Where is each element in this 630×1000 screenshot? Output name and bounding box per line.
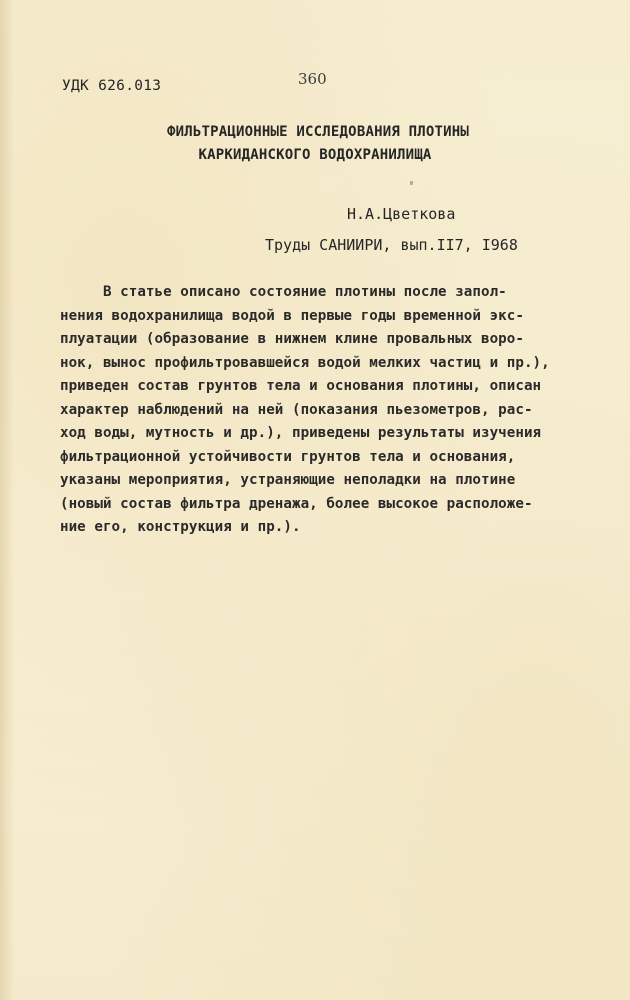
publication-source: Труды САНИИРИ, вып.II7, I968 [265, 236, 518, 254]
udk-code: УДК 626.013 [62, 78, 162, 94]
page-number: 360 [298, 70, 327, 88]
title-line-2: КАРКИДАНСКОГО ВОДОХРАНИЛИЩА [198, 147, 432, 163]
abstract-line: приведен состав грунтов тела и основания плотины, описан [60, 378, 542, 394]
abstract-line: фильтрационной устойчивости грунтов тела и основания, [60, 448, 516, 465]
abstract-line: (новый состав фильтра дренажа, более высокое расположе- [60, 495, 533, 512]
author-name: Н.А.Цветкова [347, 205, 456, 223]
abstract-line: характер наблюдений на ней (показания пьезометров, рас- [60, 401, 533, 418]
abstract-line: плуатации (образование в нижнем клине провальных воро- [60, 331, 524, 347]
ink-speck [410, 181, 413, 185]
abstract-line: ход воды, мутность и др.), приведены результаты изучения [60, 425, 542, 441]
abstract-text [60, 281, 580, 540]
title-line-1: ФИЛЬТРАЦИОННЫЕ ИССЛЕДОВАНИЯ ПЛОТИНЫ [166, 124, 469, 140]
abstract-line: нок, вынос профильтровавшейся водой мелких частиц и пр.), [60, 354, 550, 371]
abstract-line: указаны мероприятия, устраняющие неполадки на плотине [60, 472, 516, 488]
abstract-line: ние его, конструкция и пр.). [60, 519, 301, 535]
abstract-line: нения водохранилища водой в первые годы временной экс- [60, 307, 524, 324]
abstract-line: В статье описано состояние плотины после запол- [60, 284, 507, 300]
